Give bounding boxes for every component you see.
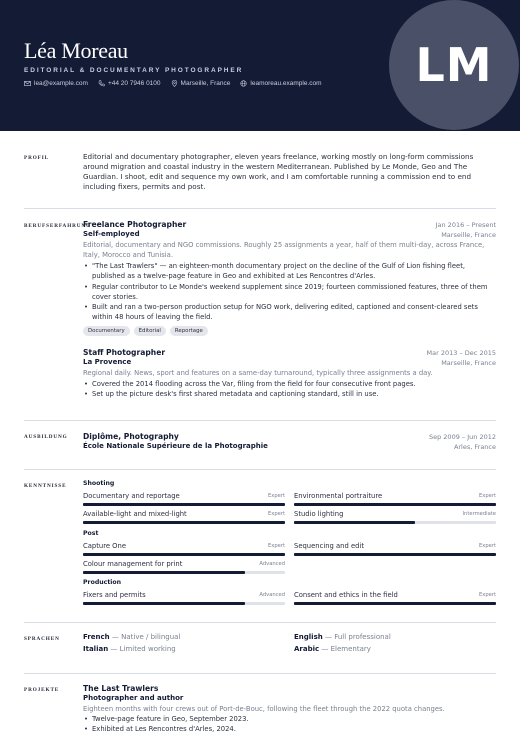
education-section — [24, 432, 496, 456]
skill-item — [294, 542, 496, 556]
degree-title: Diplôme, Photography — [83, 432, 179, 441]
project-description: Eighteen months with four crews out of Port-de-Bouc, following the fleet through the 2022 quota changes. — [83, 705, 445, 713]
envelope-icon — [24, 80, 31, 87]
job-tag: Reportage — [170, 326, 208, 336]
language-level: Native / bilingual — [121, 633, 181, 641]
education-dates: Sep 2009 – Jun 2012 — [428, 433, 496, 441]
language-level: Limited working — [119, 645, 176, 653]
education-location: Arles, France — [453, 443, 496, 451]
job-tagline: EDITORIAL & DOCUMENTARY PHOTOGRAPHER — [24, 67, 244, 74]
skill-bar — [294, 602, 496, 605]
skill-level: Expert — [479, 493, 496, 499]
language-name: Arabic — [294, 645, 320, 653]
projects-label: PROJEKTE — [24, 687, 60, 693]
job-bullet: • Covered the 2014 flooding across the Var, filing from the field for four consecutive front pages. — [83, 379, 496, 389]
resume-header — [0, 0, 520, 131]
skill-bar — [83, 553, 285, 556]
contact-email-text: lea@example.com — [34, 80, 88, 87]
skill-bar — [83, 571, 285, 574]
skill-bar-fill — [294, 521, 415, 524]
monogram-initials: LM — [415, 38, 493, 92]
job-dates: Jan 2016 – Present — [435, 221, 496, 229]
project-bullet: • Exhibited at Les Rencontres d'Arles, 2024. — [83, 724, 496, 734]
project-title: The Last Trawlers — [83, 684, 159, 693]
language-name: English — [294, 633, 323, 641]
profile-label: PROFIL — [24, 155, 49, 161]
skill-item — [83, 510, 285, 524]
skill-level: Expert — [268, 493, 285, 499]
language-item: French — Native / bilingual — [83, 633, 181, 641]
skill-bar-fill — [294, 503, 496, 506]
job-description: Editorial, documentary and NGO commissions. Roughly 25 assignments a year, half of them multi-day, across France, Italy, Morocco and Tunisia. — [83, 241, 485, 259]
job-bullet: • Set up the picture desk's first shared metadata and captioning standard, still in use. — [83, 389, 496, 399]
job-entry — [83, 220, 496, 336]
job-location: Marseille, France — [441, 359, 496, 367]
skill-name: Studio lighting — [294, 510, 344, 518]
skill-name: Capture One — [83, 542, 127, 550]
job-bullet: • "The Last Trawlers" — an eighteen-month documentary project on the decline of the Gulf of Lion fishing fleet, published as a twelve-page feature in Geo and exhibited at Les Rencontres d'Arles. — [83, 261, 496, 282]
skill-bar-fill — [294, 602, 496, 605]
job-organization: Self-employed — [83, 230, 140, 238]
languages-grid — [83, 633, 496, 657]
skill-bar — [83, 503, 285, 506]
skill-name: Sequencing and edit — [294, 542, 365, 550]
skill-bar-fill — [294, 553, 496, 556]
contact-website[interactable] — [240, 80, 321, 87]
skill-level: Advanced — [259, 592, 285, 598]
school-name: École Nationale Supérieure de la Photographie — [83, 442, 268, 450]
language-name: French — [83, 633, 110, 641]
job-title: Freelance Photographer — [83, 220, 187, 229]
contact-email[interactable] — [24, 80, 88, 87]
job-tag: Editorial — [134, 326, 166, 336]
skill-item — [83, 591, 285, 605]
skill-bar-fill — [83, 521, 285, 524]
languages-label: SPRACHEN — [24, 636, 60, 642]
section-divider — [24, 673, 496, 674]
skill-item — [294, 591, 496, 605]
skill-bar — [294, 521, 496, 524]
section-divider — [24, 469, 496, 470]
profile-text: Editorial and documentary photographer, eleven years freelance, working mostly on long-form commissions around migration and coastal industry in the western Mediterranean. Published by Le Monde, Geo and The Guardian. I shoot, edit and sequence my own work, and I am comfortable running a commission end to end including fixers, permits and post. — [83, 152, 474, 191]
skills-label: KENNTNISSE — [24, 483, 67, 489]
contact-website-text: leamoreau.example.com — [250, 80, 322, 87]
skill-item — [83, 560, 285, 574]
project-bullets — [83, 714, 496, 735]
skill-name: Colour management for print — [83, 560, 183, 568]
project-entry — [83, 684, 496, 735]
job-description: Regional daily. News, sport and features on a same-day turnaround, typically three assignments a day. — [83, 369, 433, 377]
experience-section — [24, 220, 496, 410]
job-bullet: • Regular contributor to Le Monde's weekend supplement since 2019; fourteen commissioned features, three of them cover stories. — [83, 282, 496, 303]
skill-name: Consent and ethics in the field — [294, 591, 398, 599]
skill-level: Expert — [268, 511, 285, 517]
job-dates: Mar 2013 – Dec 2015 — [426, 349, 496, 357]
project-role: Photographer and author — [83, 694, 184, 702]
language-level: Full professional — [334, 633, 391, 641]
job-tag: Documentary — [83, 326, 130, 336]
location-pin-icon — [171, 80, 178, 87]
job-bullets — [83, 261, 496, 323]
skill-bar — [83, 602, 285, 605]
skill-group-label: Production — [83, 579, 122, 586]
contact-row — [24, 80, 332, 87]
globe-icon — [240, 80, 247, 87]
job-entry — [83, 348, 496, 400]
skill-name: Fixers and permits — [83, 591, 146, 599]
skill-level: Intermediate — [462, 511, 496, 517]
skill-level: Expert — [479, 543, 496, 549]
skill-bar — [294, 503, 496, 506]
language-level: Elementary — [330, 645, 371, 653]
skill-item — [83, 492, 285, 506]
skills-grid — [83, 480, 496, 610]
profile-section — [24, 152, 496, 197]
projects-section — [24, 684, 496, 735]
language-name: Italian — [83, 645, 109, 653]
skill-group-label: Post — [83, 530, 99, 537]
contact-phone[interactable] — [98, 80, 161, 87]
skill-item — [83, 542, 285, 556]
skill-bar — [294, 553, 496, 556]
language-item: Italian — Limited working — [83, 645, 176, 653]
education-label: AUSBILDUNG — [24, 434, 68, 440]
section-divider — [24, 622, 496, 623]
language-item: Arabic — Elementary — [294, 645, 371, 653]
language-item: English — Full professional — [294, 633, 391, 641]
skill-group-label: Shooting — [83, 480, 115, 487]
skill-bar — [83, 521, 285, 524]
contact-phone-text: +44 20 7946 0100 — [107, 80, 161, 87]
skill-bar-fill — [83, 602, 245, 605]
contact-location-text: Marseille, France — [180, 80, 231, 87]
job-title: Staff Photographer — [83, 348, 166, 357]
skill-item — [294, 510, 496, 524]
job-bullet: • Built and ran a two-person production setup for NGO work, delivering edited, captioned and consent-cleared sets within 48 hours of leaving the field. — [83, 302, 496, 323]
phone-icon — [98, 80, 105, 87]
project-bullet: • Twelve-page feature in Geo, September 2023. — [83, 714, 496, 724]
job-tags — [83, 326, 496, 336]
experience-label: BERUFSERFAHRUNG — [24, 223, 92, 229]
person-name: Léa Moreau — [24, 38, 128, 63]
skills-section — [24, 480, 496, 610]
skill-name: Available-light and mixed-light — [83, 510, 187, 518]
skill-bar-fill — [83, 553, 285, 556]
skill-level: Expert — [268, 543, 285, 549]
skill-bar-fill — [83, 571, 245, 574]
section-divider — [24, 420, 496, 421]
skill-level: Advanced — [259, 561, 285, 567]
job-location: Marseille, France — [441, 231, 496, 239]
skill-item — [294, 492, 496, 506]
skill-bar-fill — [83, 503, 285, 506]
monogram-avatar — [389, 0, 519, 130]
section-divider — [24, 208, 496, 209]
job-bullets — [83, 379, 496, 400]
languages-section — [24, 633, 496, 657]
skill-level: Expert — [479, 592, 496, 598]
contact-location — [171, 80, 231, 87]
skill-name: Environmental portraiture — [294, 492, 383, 500]
skill-name: Documentary and reportage — [83, 492, 180, 500]
job-organization: La Provence — [83, 358, 132, 366]
education-entry — [83, 432, 496, 450]
